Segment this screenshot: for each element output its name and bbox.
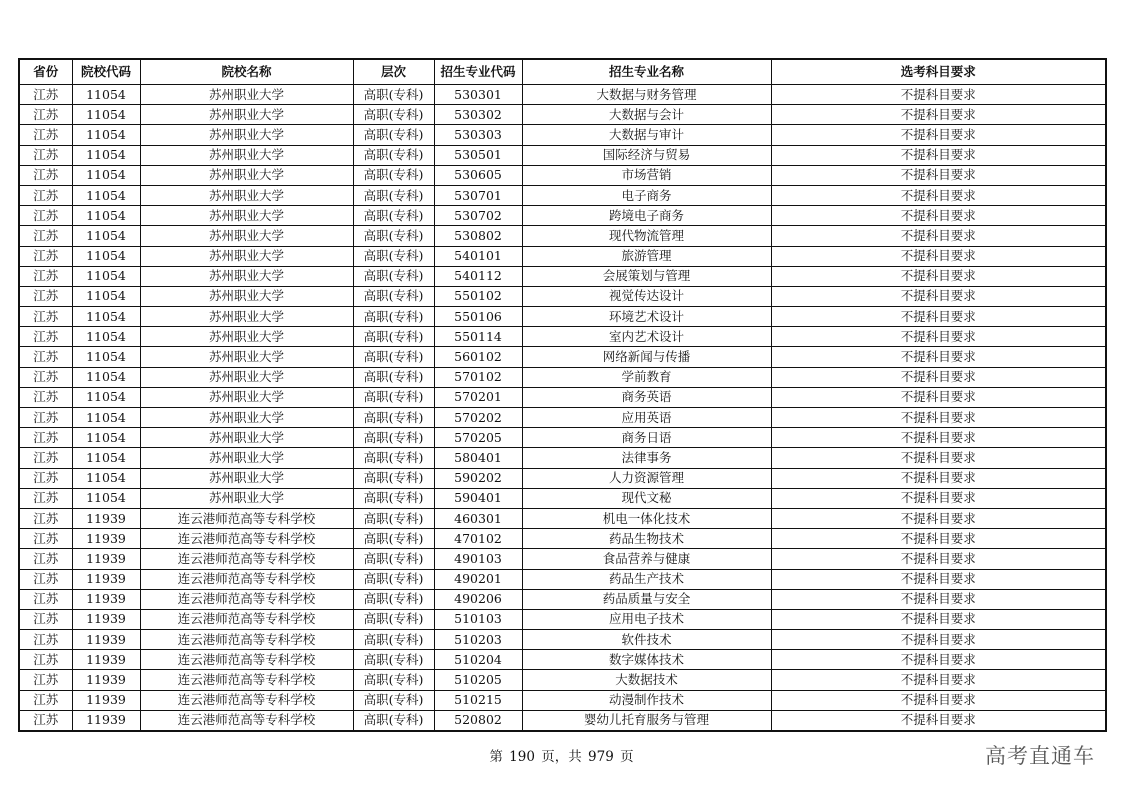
cell-major-name: 网络新闻与传播: [522, 347, 771, 367]
table-row: [19, 307, 1106, 327]
cell-level: 高职(专科): [353, 85, 434, 105]
cell-major-code: 530701: [434, 185, 522, 205]
cell-school-name: 苏州职业大学: [140, 347, 353, 367]
cell-level: 高职(专科): [353, 428, 434, 448]
cell-subject-requirement: 不提科目要求: [771, 549, 1106, 569]
cell-province: 江苏: [19, 589, 72, 609]
cell-level: 高职(专科): [353, 105, 434, 125]
cell-school-code: 11054: [72, 367, 140, 387]
cell-major-name: 药品生产技术: [522, 569, 771, 589]
cell-province: 江苏: [19, 327, 72, 347]
table-row: [19, 609, 1106, 629]
cell-school-name: 连云港师范高等专科学校: [140, 690, 353, 710]
cell-province: 江苏: [19, 347, 72, 367]
cell-level: 高职(专科): [353, 206, 434, 226]
table-row: [19, 286, 1106, 306]
cell-level: 高职(专科): [353, 185, 434, 205]
cell-subject-requirement: 不提科目要求: [771, 508, 1106, 528]
cell-major-code: 490206: [434, 589, 522, 609]
cell-school-name: 连云港师范高等专科学校: [140, 589, 353, 609]
cell-school-code: 11054: [72, 246, 140, 266]
cell-subject-requirement: 不提科目要求: [771, 408, 1106, 428]
cell-major-name: 法律事务: [522, 448, 771, 468]
cell-school-name: 连云港师范高等专科学校: [140, 650, 353, 670]
cell-school-name: 苏州职业大学: [140, 85, 353, 105]
cell-school-code: 11054: [72, 125, 140, 145]
cell-school-code: 11054: [72, 387, 140, 407]
cell-major-code: 570205: [434, 428, 522, 448]
cell-major-name: 室内艺术设计: [522, 327, 771, 347]
cell-province: 江苏: [19, 630, 72, 650]
cell-school-code: 11054: [72, 307, 140, 327]
cell-school-code: 11939: [72, 569, 140, 589]
cell-major-code: 550114: [434, 327, 522, 347]
cell-level: 高职(专科): [353, 165, 434, 185]
cell-major-code: 510215: [434, 690, 522, 710]
cell-school-code: 11939: [72, 549, 140, 569]
header-major-name: 招生专业名称: [522, 59, 771, 85]
header-school-code: 院校代码: [72, 59, 140, 85]
cell-major-code: 510103: [434, 609, 522, 629]
cell-subject-requirement: 不提科目要求: [771, 286, 1106, 306]
cell-province: 江苏: [19, 226, 72, 246]
header-subject-requirement: 选考科目要求: [771, 59, 1106, 85]
cell-province: 江苏: [19, 690, 72, 710]
cell-major-name: 药品生物技术: [522, 529, 771, 549]
cell-subject-requirement: 不提科目要求: [771, 145, 1106, 165]
cell-subject-requirement: 不提科目要求: [771, 266, 1106, 286]
cell-school-code: 11054: [72, 327, 140, 347]
table-row: [19, 367, 1106, 387]
cell-school-name: 苏州职业大学: [140, 448, 353, 468]
cell-major-name: 大数据与会计: [522, 105, 771, 125]
cell-school-name: 苏州职业大学: [140, 206, 353, 226]
cell-school-name: 苏州职业大学: [140, 226, 353, 246]
cell-school-code: 11939: [72, 650, 140, 670]
cell-major-name: 人力资源管理: [522, 468, 771, 488]
cell-province: 江苏: [19, 408, 72, 428]
cell-province: 江苏: [19, 468, 72, 488]
cell-school-name: 苏州职业大学: [140, 246, 353, 266]
cell-subject-requirement: 不提科目要求: [771, 468, 1106, 488]
cell-province: 江苏: [19, 650, 72, 670]
cell-major-code: 490103: [434, 549, 522, 569]
cell-major-name: 商务日语: [522, 428, 771, 448]
header-province: 省份: [19, 59, 72, 85]
table-header: [19, 59, 1106, 85]
header-level: 层次: [353, 59, 434, 85]
cell-province: 江苏: [19, 125, 72, 145]
cell-major-name: 大数据与审计: [522, 125, 771, 145]
cell-school-code: 11054: [72, 468, 140, 488]
cell-level: 高职(专科): [353, 690, 434, 710]
cell-subject-requirement: 不提科目要求: [771, 327, 1106, 347]
header-major-code: 招生专业代码: [434, 59, 522, 85]
table-row: [19, 125, 1106, 145]
cell-level: 高职(专科): [353, 145, 434, 165]
cell-level: 高职(专科): [353, 650, 434, 670]
table-row: [19, 185, 1106, 205]
cell-major-code: 560102: [434, 347, 522, 367]
cell-major-name: 动漫制作技术: [522, 690, 771, 710]
cell-province: 江苏: [19, 85, 72, 105]
cell-subject-requirement: 不提科目要求: [771, 125, 1106, 145]
cell-level: 高职(专科): [353, 226, 434, 246]
table-row: [19, 468, 1106, 488]
cell-school-name: 苏州职业大学: [140, 105, 353, 125]
table-row: [19, 448, 1106, 468]
cell-subject-requirement: 不提科目要求: [771, 448, 1106, 468]
cell-level: 高职(专科): [353, 448, 434, 468]
cell-school-name: 苏州职业大学: [140, 266, 353, 286]
cell-school-code: 11054: [72, 145, 140, 165]
cell-major-code: 460301: [434, 508, 522, 528]
cell-school-code: 11939: [72, 529, 140, 549]
table-row: [19, 549, 1106, 569]
footer-total-pages: 979: [588, 749, 614, 765]
cell-major-code: 570102: [434, 367, 522, 387]
cell-major-name: 大数据与财务管理: [522, 85, 771, 105]
cell-subject-requirement: 不提科目要求: [771, 387, 1106, 407]
cell-school-code: 11054: [72, 165, 140, 185]
cell-school-code: 11939: [72, 710, 140, 731]
cell-major-code: 470102: [434, 529, 522, 549]
table-row: [19, 529, 1106, 549]
cell-school-code: 11054: [72, 428, 140, 448]
cell-province: 江苏: [19, 549, 72, 569]
cell-school-name: 苏州职业大学: [140, 165, 353, 185]
table-row: [19, 508, 1106, 528]
cell-level: 高职(专科): [353, 468, 434, 488]
cell-school-name: 连云港师范高等专科学校: [140, 670, 353, 690]
table-row: [19, 630, 1106, 650]
cell-subject-requirement: 不提科目要求: [771, 307, 1106, 327]
cell-school-name: 苏州职业大学: [140, 488, 353, 508]
table-row: [19, 488, 1106, 508]
cell-school-name: 苏州职业大学: [140, 327, 353, 347]
cell-subject-requirement: 不提科目要求: [771, 85, 1106, 105]
cell-school-name: 连云港师范高等专科学校: [140, 609, 353, 629]
watermark: 高考直通车: [985, 744, 1095, 768]
cell-major-name: 药品质量与安全: [522, 589, 771, 609]
footer-middle: 页，共: [541, 749, 582, 765]
cell-major-name: 环境艺术设计: [522, 307, 771, 327]
cell-major-code: 570201: [434, 387, 522, 407]
cell-major-name: 市场营销: [522, 165, 771, 185]
cell-major-code: 510204: [434, 650, 522, 670]
cell-province: 江苏: [19, 185, 72, 205]
cell-school-code: 11054: [72, 85, 140, 105]
cell-major-code: 520802: [434, 710, 522, 731]
table-row: [19, 165, 1106, 185]
cell-major-code: 530303: [434, 125, 522, 145]
cell-subject-requirement: 不提科目要求: [771, 428, 1106, 448]
cell-level: 高职(专科): [353, 710, 434, 731]
cell-school-code: 11054: [72, 206, 140, 226]
table-row: [19, 246, 1106, 266]
cell-subject-requirement: 不提科目要求: [771, 710, 1106, 731]
footer-page-number: 190: [509, 749, 535, 765]
cell-level: 高职(专科): [353, 387, 434, 407]
cell-major-code: 530605: [434, 165, 522, 185]
cell-major-name: 现代文秘: [522, 488, 771, 508]
header-school-name: 院校名称: [140, 59, 353, 85]
table-row: [19, 266, 1106, 286]
cell-major-code: 510205: [434, 670, 522, 690]
cell-province: 江苏: [19, 609, 72, 629]
cell-major-name: 大数据技术: [522, 670, 771, 690]
cell-school-name: 连云港师范高等专科学校: [140, 630, 353, 650]
cell-level: 高职(专科): [353, 246, 434, 266]
cell-subject-requirement: 不提科目要求: [771, 367, 1106, 387]
footer-prefix: 第: [489, 749, 503, 765]
cell-major-code: 550102: [434, 286, 522, 306]
cell-subject-requirement: 不提科目要求: [771, 105, 1106, 125]
table-row: [19, 690, 1106, 710]
cell-subject-requirement: 不提科目要求: [771, 630, 1106, 650]
cell-level: 高职(专科): [353, 670, 434, 690]
table-row: [19, 650, 1106, 670]
cell-level: 高职(专科): [353, 529, 434, 549]
cell-school-code: 11054: [72, 185, 140, 205]
cell-major-code: 530702: [434, 206, 522, 226]
cell-school-name: 苏州职业大学: [140, 286, 353, 306]
cell-subject-requirement: 不提科目要求: [771, 185, 1106, 205]
cell-major-name: 婴幼儿托育服务与管理: [522, 710, 771, 731]
cell-major-code: 530301: [434, 85, 522, 105]
cell-school-code: 11054: [72, 488, 140, 508]
cell-level: 高职(专科): [353, 347, 434, 367]
table-row: [19, 710, 1106, 731]
cell-school-name: 连云港师范高等专科学校: [140, 508, 353, 528]
cell-major-code: 590202: [434, 468, 522, 488]
table-row: [19, 226, 1106, 246]
cell-school-name: 苏州职业大学: [140, 387, 353, 407]
cell-province: 江苏: [19, 529, 72, 549]
cell-level: 高职(专科): [353, 549, 434, 569]
cell-major-code: 590401: [434, 488, 522, 508]
cell-level: 高职(专科): [353, 508, 434, 528]
cell-level: 高职(专科): [353, 569, 434, 589]
cell-school-name: 连云港师范高等专科学校: [140, 529, 353, 549]
cell-major-name: 应用电子技术: [522, 609, 771, 629]
cell-school-name: 苏州职业大学: [140, 468, 353, 488]
page-footer: [0, 745, 1123, 765]
cell-subject-requirement: 不提科目要求: [771, 670, 1106, 690]
cell-school-name: 苏州职业大学: [140, 185, 353, 205]
cell-province: 江苏: [19, 105, 72, 125]
cell-school-code: 11054: [72, 448, 140, 468]
cell-subject-requirement: 不提科目要求: [771, 650, 1106, 670]
cell-major-code: 510203: [434, 630, 522, 650]
cell-province: 江苏: [19, 367, 72, 387]
cell-school-name: 苏州职业大学: [140, 125, 353, 145]
cell-school-name: 连云港师范高等专科学校: [140, 549, 353, 569]
cell-school-code: 11054: [72, 347, 140, 367]
cell-school-code: 11939: [72, 670, 140, 690]
table-row: [19, 589, 1106, 609]
cell-province: 江苏: [19, 488, 72, 508]
cell-school-code: 11054: [72, 408, 140, 428]
header-row: [19, 59, 1106, 85]
cell-province: 江苏: [19, 569, 72, 589]
table-row: [19, 206, 1106, 226]
table-row: [19, 670, 1106, 690]
table-row: [19, 85, 1106, 105]
cell-subject-requirement: 不提科目要求: [771, 206, 1106, 226]
table-row: [19, 569, 1106, 589]
table-row: [19, 387, 1106, 407]
cell-level: 高职(专科): [353, 589, 434, 609]
cell-major-name: 现代物流管理: [522, 226, 771, 246]
cell-major-name: 旅游管理: [522, 246, 771, 266]
cell-school-code: 11939: [72, 508, 140, 528]
cell-school-name: 苏州职业大学: [140, 367, 353, 387]
footer-suffix: 页: [620, 749, 634, 765]
cell-major-code: 550106: [434, 307, 522, 327]
cell-major-name: 食品营养与健康: [522, 549, 771, 569]
cell-level: 高职(专科): [353, 286, 434, 306]
cell-major-name: 机电一体化技术: [522, 508, 771, 528]
cell-subject-requirement: 不提科目要求: [771, 609, 1106, 629]
cell-school-name: 苏州职业大学: [140, 307, 353, 327]
cell-level: 高职(专科): [353, 408, 434, 428]
cell-province: 江苏: [19, 145, 72, 165]
cell-subject-requirement: 不提科目要求: [771, 690, 1106, 710]
cell-major-name: 应用英语: [522, 408, 771, 428]
cell-subject-requirement: 不提科目要求: [771, 165, 1106, 185]
cell-province: 江苏: [19, 710, 72, 731]
cell-level: 高职(专科): [353, 609, 434, 629]
cell-school-code: 11939: [72, 609, 140, 629]
table-body: [19, 85, 1106, 732]
cell-province: 江苏: [19, 670, 72, 690]
cell-subject-requirement: 不提科目要求: [771, 488, 1106, 508]
cell-province: 江苏: [19, 266, 72, 286]
cell-school-code: 11054: [72, 286, 140, 306]
cell-major-name: 电子商务: [522, 185, 771, 205]
cell-major-code: 530302: [434, 105, 522, 125]
cell-province: 江苏: [19, 307, 72, 327]
cell-province: 江苏: [19, 246, 72, 266]
cell-school-name: 苏州职业大学: [140, 408, 353, 428]
admission-table: [18, 58, 1107, 732]
cell-major-code: 580401: [434, 448, 522, 468]
cell-major-name: 商务英语: [522, 387, 771, 407]
cell-province: 江苏: [19, 428, 72, 448]
cell-subject-requirement: 不提科目要求: [771, 347, 1106, 367]
cell-school-code: 11054: [72, 266, 140, 286]
cell-level: 高职(专科): [353, 367, 434, 387]
cell-major-code: 540101: [434, 246, 522, 266]
cell-school-name: 苏州职业大学: [140, 428, 353, 448]
table-row: [19, 347, 1106, 367]
cell-major-code: 540112: [434, 266, 522, 286]
cell-subject-requirement: 不提科目要求: [771, 246, 1106, 266]
cell-major-code: 530501: [434, 145, 522, 165]
cell-major-name: 学前教育: [522, 367, 771, 387]
cell-level: 高职(专科): [353, 125, 434, 145]
cell-school-code: 11939: [72, 690, 140, 710]
table-row: [19, 105, 1106, 125]
table-row: [19, 428, 1106, 448]
cell-level: 高职(专科): [353, 488, 434, 508]
cell-subject-requirement: 不提科目要求: [771, 226, 1106, 246]
cell-school-name: 苏州职业大学: [140, 145, 353, 165]
cell-school-name: 连云港师范高等专科学校: [140, 710, 353, 731]
table-row: [19, 145, 1106, 165]
cell-major-code: 530802: [434, 226, 522, 246]
cell-major-code: 570202: [434, 408, 522, 428]
cell-province: 江苏: [19, 165, 72, 185]
cell-school-code: 11054: [72, 105, 140, 125]
cell-level: 高职(专科): [353, 266, 434, 286]
cell-subject-requirement: 不提科目要求: [771, 589, 1106, 609]
cell-school-code: 11939: [72, 589, 140, 609]
cell-province: 江苏: [19, 286, 72, 306]
cell-major-name: 数字媒体技术: [522, 650, 771, 670]
cell-level: 高职(专科): [353, 630, 434, 650]
cell-school-code: 11054: [72, 226, 140, 246]
cell-province: 江苏: [19, 387, 72, 407]
cell-school-code: 11939: [72, 630, 140, 650]
cell-subject-requirement: 不提科目要求: [771, 529, 1106, 549]
table-row: [19, 327, 1106, 347]
cell-province: 江苏: [19, 206, 72, 226]
cell-major-name: 跨境电子商务: [522, 206, 771, 226]
table-row: [19, 408, 1106, 428]
cell-subject-requirement: 不提科目要求: [771, 569, 1106, 589]
cell-level: 高职(专科): [353, 327, 434, 347]
cell-major-name: 国际经济与贸易: [522, 145, 771, 165]
cell-school-name: 连云港师范高等专科学校: [140, 569, 353, 589]
cell-major-name: 软件技术: [522, 630, 771, 650]
cell-major-name: 视觉传达设计: [522, 286, 771, 306]
cell-province: 江苏: [19, 508, 72, 528]
cell-level: 高职(专科): [353, 307, 434, 327]
cell-province: 江苏: [19, 448, 72, 468]
cell-major-code: 490201: [434, 569, 522, 589]
cell-major-name: 会展策划与管理: [522, 266, 771, 286]
